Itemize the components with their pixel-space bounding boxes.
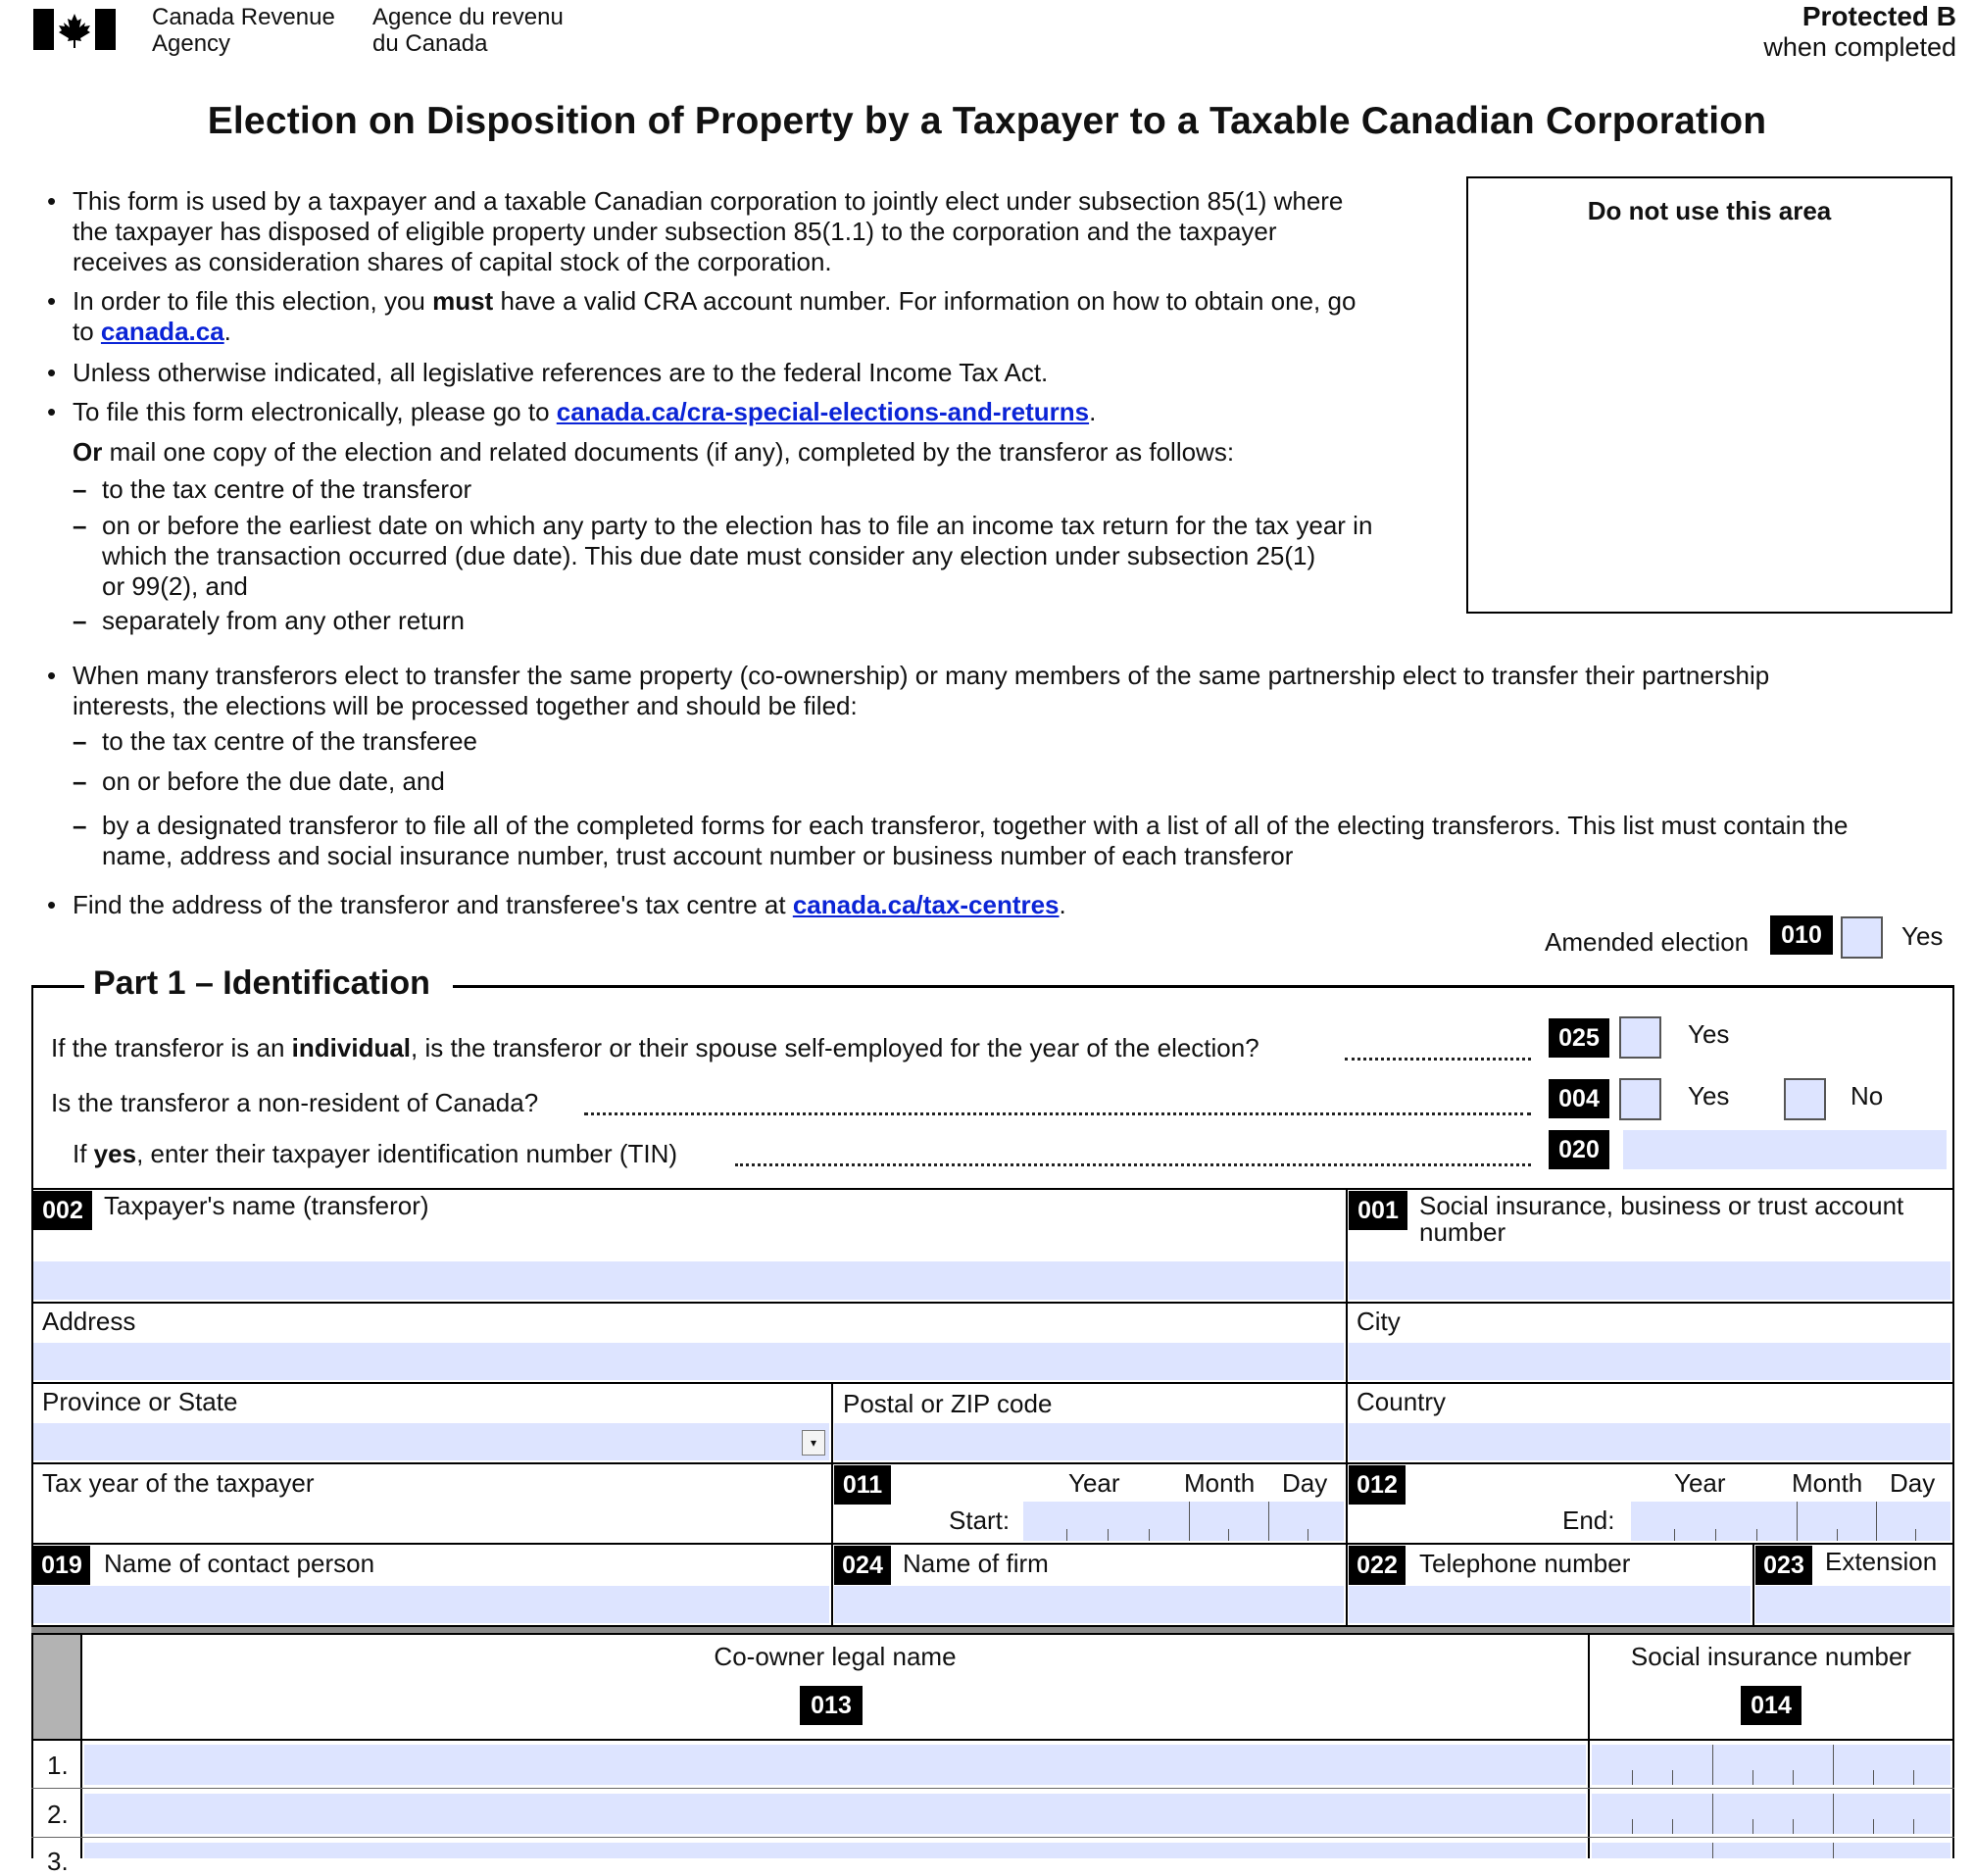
agency-name-fr [372, 4, 564, 57]
non-resident-yes-checkbox[interactable] [1619, 1078, 1661, 1120]
instruction-5-line: interests, the elections will be processed together and should be filed: [73, 691, 858, 720]
tin-question-text: , enter their taxpayer identification number (TIN) [136, 1139, 678, 1168]
instruction-2 [73, 286, 1356, 347]
non-resident-no-checkbox[interactable] [1784, 1078, 1826, 1120]
instruction-1-line: This form is used by a taxpayer and a taxable Canadian corporation to jointly elect under subsection 85(1) where [73, 186, 1344, 216]
coowner-name-input[interactable] [84, 1745, 1586, 1785]
agency-fr-line2: du Canada [372, 30, 488, 57]
tax-year-label: Tax year of the taxpayer [42, 1468, 315, 1498]
sin-tick [1833, 1843, 1834, 1858]
part1-title: Part 1 – Identification [93, 964, 430, 1002]
sin-tick [1672, 1819, 1673, 1834]
start-date-code: 011 [834, 1465, 891, 1505]
part1-border-right [1952, 985, 1954, 1858]
col-divider [1346, 1462, 1348, 1543]
col-divider [831, 1462, 833, 1543]
row-divider [31, 1462, 1954, 1464]
form-title: Election on Disposition of Property by a Taxpayer to a Taxable Canadian Corporation [207, 100, 1767, 142]
mail-instruction-text: mail one copy of the election and related documents (if any), completed by the transferor as follows: [102, 437, 1235, 467]
sin-tick [1672, 1770, 1673, 1785]
instruction-5-line: When many transferors elect to transfer the same property (co-ownership) or many members of the same partnership elect to transfer their partnership [73, 661, 1770, 690]
bullet: • [47, 661, 57, 690]
non-resident-yes-label: Yes [1688, 1081, 1730, 1111]
col-divider [1346, 1302, 1348, 1382]
address-input[interactable] [33, 1343, 1344, 1380]
non-resident-question: Is the transferor a non-resident of Canada? [51, 1088, 539, 1117]
agency-name-en [152, 4, 335, 57]
taxpayer-name-label: Taxpayer's name (transferor) [104, 1191, 429, 1220]
agency-en-line1: Canada Revenue [152, 4, 335, 30]
mail-instruction-or: Or [73, 437, 103, 467]
country-label: Country [1357, 1387, 1447, 1416]
telephone-input[interactable] [1349, 1586, 1751, 1623]
bullet: • [47, 286, 57, 316]
part1-rule-left [31, 985, 84, 988]
coowner-sin-input[interactable] [1592, 1745, 1950, 1785]
do-not-use-area [1466, 176, 1952, 614]
date-tick [1674, 1529, 1675, 1541]
postal-label: Postal or ZIP code [843, 1389, 1053, 1418]
protected-label: Protected B [1801, 1, 1956, 31]
canada-ca-link[interactable]: canada.ca [100, 317, 224, 346]
date-tick [1149, 1529, 1150, 1541]
instruction-6 [73, 890, 1066, 920]
taxpayer-name-input[interactable] [33, 1261, 1344, 1300]
date-tick [1268, 1502, 1269, 1541]
dash: – [73, 766, 87, 796]
tin-input[interactable] [1623, 1130, 1947, 1169]
extension-input[interactable] [1755, 1586, 1950, 1623]
coowner-item-1: to the tax centre of the transferee [102, 726, 478, 756]
bullet: • [47, 397, 57, 426]
sin-tick [1712, 1745, 1713, 1785]
telephone-code: 022 [1349, 1546, 1406, 1585]
col-divider [1346, 1188, 1348, 1302]
extension-label: Extension [1825, 1547, 1938, 1576]
start-date-input[interactable] [1023, 1502, 1344, 1541]
end-year-label: Year [1674, 1468, 1726, 1498]
dot-leader [584, 1086, 1531, 1115]
col-divider [831, 1382, 833, 1462]
row-divider [31, 1837, 1954, 1838]
coowner-sin-input[interactable] [1592, 1843, 1950, 1858]
mail-item-2-line: which the transaction occurred (due date). This due date must consider any election under subsection 25(1) [102, 541, 1316, 570]
contact-person-input[interactable] [33, 1586, 829, 1623]
city-input[interactable] [1349, 1343, 1950, 1380]
start-day-label: Day [1282, 1468, 1328, 1498]
instruction-2-emphasis: must [432, 286, 494, 316]
sin-tick [1752, 1819, 1753, 1834]
dash: – [73, 511, 87, 540]
dash: – [73, 726, 87, 756]
self-employed-question-emphasis: individual [291, 1033, 412, 1062]
account-number-label-line: number [1419, 1217, 1506, 1247]
city-label: City [1357, 1307, 1401, 1336]
sin-tick [1712, 1794, 1713, 1834]
date-tick [1066, 1529, 1067, 1541]
canada-flag-logo [33, 9, 116, 50]
province-dropdown-arrow-icon[interactable]: ▾ [802, 1430, 825, 1456]
amended-election-code: 010 [1770, 915, 1833, 955]
instruction-4-text: To file this form electronically, please go to [73, 397, 557, 426]
dash: – [73, 474, 87, 504]
row-divider [31, 1188, 1954, 1190]
amended-election-label: Amended election [1545, 927, 1750, 957]
dot-leader [735, 1137, 1531, 1166]
special-elections-link[interactable]: canada.ca/cra-special-elections-and-returns [556, 397, 1090, 426]
mail-item-2 [102, 511, 1372, 602]
province-select[interactable] [33, 1423, 829, 1460]
date-tick [1228, 1529, 1229, 1541]
instruction-1-line: receives as consideration shares of capital stock of the corporation. [73, 247, 832, 276]
tin-question [73, 1139, 677, 1168]
agency-fr-line1: Agence du revenu [372, 4, 564, 30]
instruction-2-text: have a valid CRA account number. For information on how to obtain one, go [493, 286, 1357, 316]
start-year-label: Year [1068, 1468, 1120, 1498]
coowner-name-input[interactable] [84, 1794, 1586, 1834]
instruction-1-line: the taxpayer has disposed of eligible property under subsection 85(1.1) to the corporation and the taxpayer [73, 217, 1277, 246]
firm-name-input[interactable] [834, 1586, 1344, 1623]
protected-sublabel: when completed [1763, 32, 1956, 62]
self-employed-yes-label: Yes [1688, 1019, 1730, 1049]
col-divider [831, 1543, 833, 1625]
tin-question-emphasis: yes [93, 1139, 137, 1168]
bullet: • [47, 358, 57, 387]
col-divider [1346, 1543, 1348, 1625]
dash: – [73, 811, 87, 840]
coowner-row-number: 1. [47, 1751, 69, 1780]
dash: – [73, 606, 87, 635]
self-employed-code: 025 [1549, 1018, 1609, 1058]
table-separator [31, 1625, 1954, 1635]
date-tick [1108, 1529, 1109, 1541]
coowner-item-3-line: by a designated transferor to file all of the completed forms for each transferor, together with a list of all of the electing transferors. This list must contain the [102, 811, 1849, 840]
sin-tick [1873, 1819, 1874, 1834]
instruction-4 [73, 397, 1096, 427]
sin-tick [1793, 1819, 1794, 1834]
end-label: End: [1562, 1506, 1615, 1535]
date-tick [1715, 1529, 1716, 1541]
sin-tick [1632, 1770, 1633, 1785]
mail-instruction [73, 437, 1234, 468]
coowner-sin-input[interactable] [1592, 1794, 1950, 1834]
address-label: Address [42, 1307, 136, 1336]
start-month-label: Month [1184, 1468, 1256, 1498]
row-divider [31, 1788, 1954, 1789]
country-input[interactable] [1349, 1423, 1950, 1460]
start-label: Start: [949, 1506, 1011, 1535]
account-number-input[interactable] [1349, 1261, 1950, 1300]
row-divider [31, 1739, 1954, 1741]
mail-item-1: to the tax centre of the transferor [102, 474, 472, 504]
telephone-label: Telephone number [1419, 1549, 1631, 1578]
self-employed-question [51, 1033, 1259, 1062]
sin-tick [1913, 1770, 1914, 1785]
taxpayer-name-code: 002 [33, 1191, 92, 1230]
postal-input[interactable] [834, 1423, 1344, 1460]
tin-code: 020 [1549, 1130, 1609, 1169]
mail-item-3: separately from any other return [102, 606, 465, 635]
bullet: • [47, 890, 57, 919]
amended-election-yes: Yes [1901, 921, 1944, 951]
row-divider [31, 1302, 1954, 1304]
tin-question-text: If [73, 1139, 94, 1168]
end-date-code: 012 [1349, 1465, 1406, 1505]
coowner-name-code: 013 [800, 1686, 863, 1725]
non-resident-code: 004 [1549, 1079, 1609, 1118]
date-tick [1189, 1502, 1190, 1541]
self-employed-question-text: , is the transferor or their spouse self-employed for the year of the election? [411, 1033, 1259, 1062]
mail-item-2-line: or 99(2), and [102, 571, 248, 601]
end-date-input[interactable] [1631, 1502, 1950, 1541]
non-resident-no-label: No [1851, 1081, 1884, 1111]
sin-tick [1913, 1819, 1914, 1834]
instruction-6-text: Find the address of the transferor and transferee's tax centre at [73, 890, 793, 919]
account-number-label [1419, 1191, 1903, 1247]
date-tick [1915, 1529, 1916, 1541]
dot-leader [1345, 1031, 1531, 1061]
instruction-2-text: In order to file this election, you [73, 286, 433, 316]
coowner-row-number: 3. [47, 1847, 69, 1876]
coowner-item-2: on or before the due date, and [102, 766, 445, 796]
col-divider [1752, 1543, 1754, 1625]
coowner-sin-header: Social insurance number [1630, 1642, 1912, 1671]
agency-en-line2: Agency [152, 30, 231, 57]
date-tick [1876, 1502, 1877, 1541]
date-tick [1837, 1529, 1838, 1541]
sin-tick [1712, 1843, 1713, 1858]
province-label: Province or State [42, 1387, 238, 1416]
col-divider [1346, 1382, 1348, 1462]
sin-tick [1793, 1770, 1794, 1785]
sin-tick [1873, 1770, 1874, 1785]
date-tick [1797, 1502, 1798, 1541]
instruction-5 [73, 661, 1769, 721]
coowner-sin-code: 014 [1741, 1686, 1801, 1725]
instruction-2-text: . [223, 317, 231, 346]
coowner-item-3 [102, 811, 1848, 871]
mail-item-2-line: on or before the earliest date on which any party to the election has to file an income tax return for the tax year in [102, 511, 1373, 540]
coowner-item-3-line: name, address and social insurance number, trust account number or business number of each transferor [102, 841, 1294, 870]
account-number-label-line: Social insurance, business or trust account [1419, 1191, 1904, 1220]
end-day-label: Day [1890, 1468, 1936, 1498]
firm-name-code: 024 [834, 1546, 891, 1585]
self-employed-yes-checkbox[interactable] [1619, 1016, 1661, 1059]
contact-person-code: 019 [33, 1546, 90, 1585]
do-not-use-title: Do not use this area [1587, 196, 1832, 225]
coowner-name-input[interactable] [84, 1843, 1586, 1858]
coowner-name-header: Co-owner legal name [714, 1642, 957, 1671]
self-employed-question-text: If the transferor is an [51, 1033, 292, 1062]
amended-election-checkbox[interactable] [1841, 916, 1883, 959]
instruction-1 [73, 186, 1343, 277]
account-number-code: 001 [1349, 1191, 1407, 1230]
sin-tick [1833, 1794, 1834, 1834]
bullet: • [47, 186, 57, 216]
end-month-label: Month [1792, 1468, 1863, 1498]
instruction-2-text: to [73, 317, 101, 346]
instruction-3: Unless otherwise indicated, all legislative references are to the federal Income Tax Act. [73, 358, 1049, 387]
row-divider [31, 1382, 1954, 1384]
row-divider [31, 1543, 1954, 1545]
sin-tick [1752, 1770, 1753, 1785]
sin-tick [1632, 1819, 1633, 1834]
date-tick [1756, 1529, 1757, 1541]
instruction-4-text: . [1089, 397, 1097, 426]
instruction-6-text: . [1059, 890, 1066, 919]
sin-tick [1833, 1745, 1834, 1785]
tax-centres-link[interactable]: canada.ca/tax-centres [792, 890, 1060, 919]
table-row-number-header [33, 1635, 80, 1739]
contact-person-label: Name of contact person [104, 1549, 375, 1578]
firm-name-label: Name of firm [903, 1549, 1049, 1578]
coowner-row-number: 2. [47, 1800, 69, 1829]
part1-rule-right [453, 985, 1954, 988]
extension-code: 023 [1755, 1546, 1812, 1585]
